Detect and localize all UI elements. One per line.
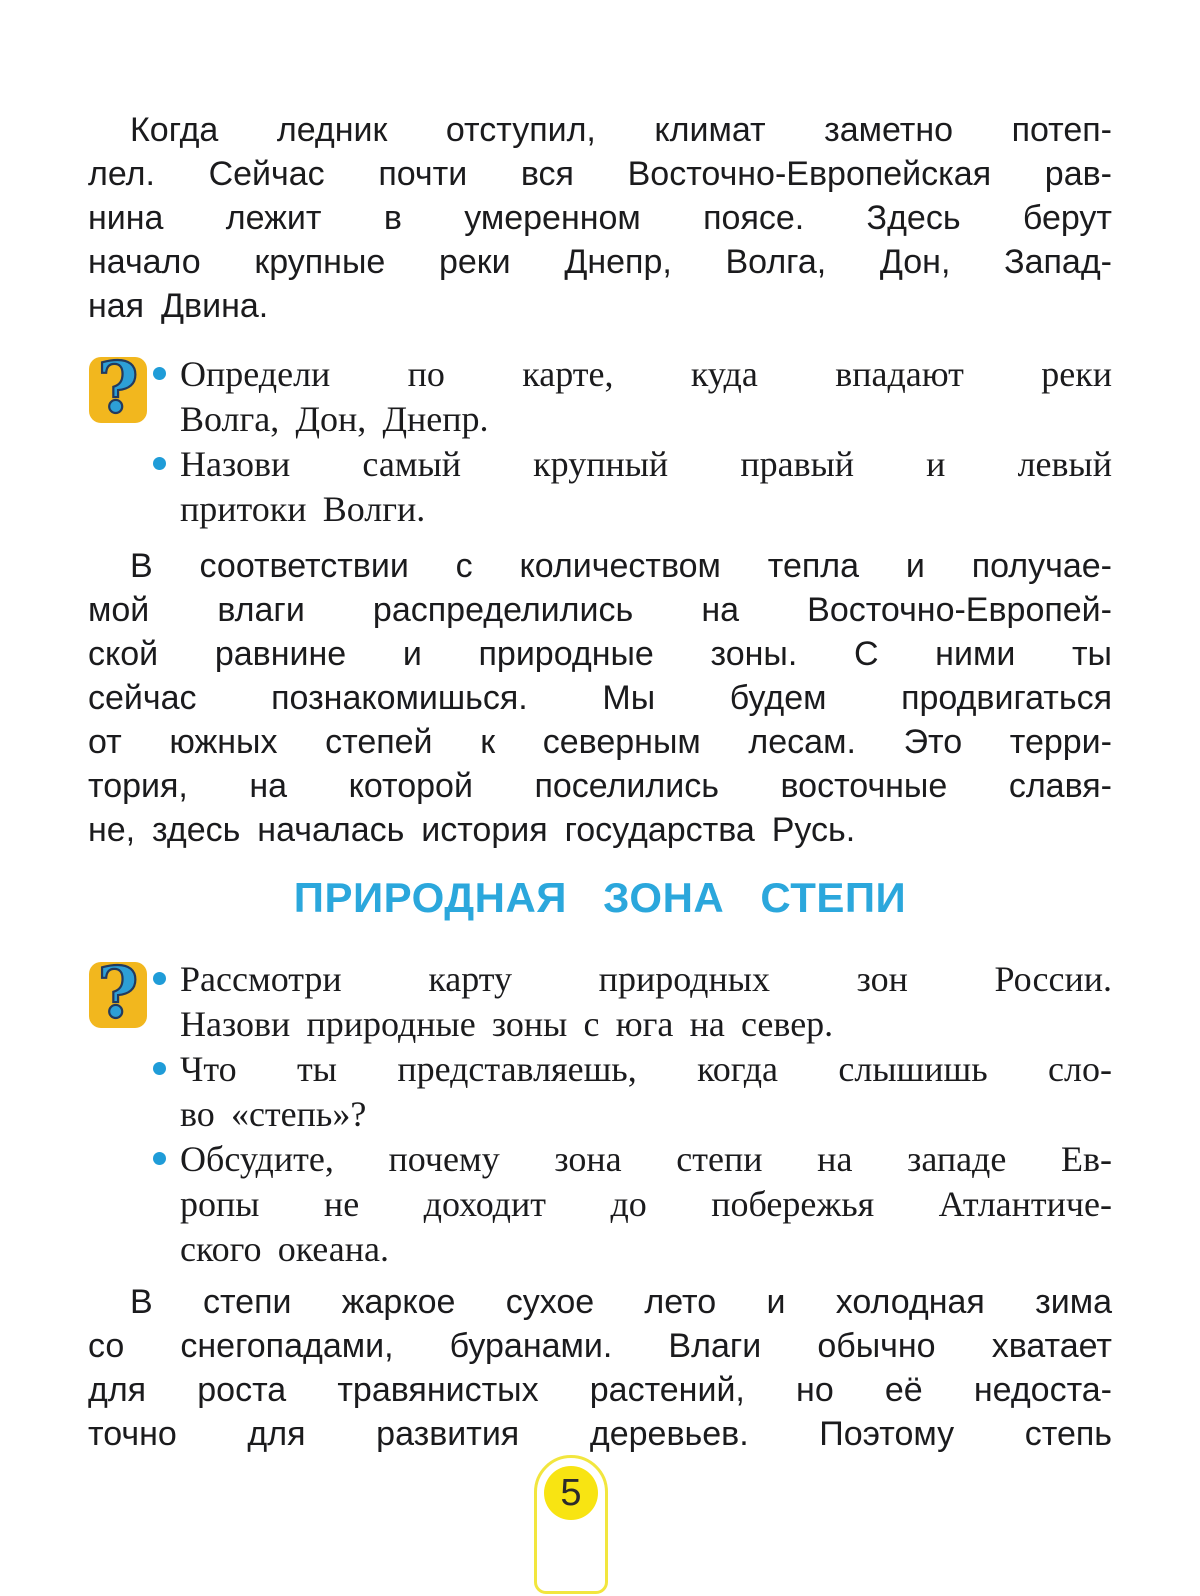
text-line: Определи по карте, куда впадают реки (180, 354, 1112, 394)
question-items (180, 352, 1112, 532)
section-heading: ПРИРОДНАЯ ЗОНА СТЕПИ (293, 874, 907, 921)
text-line: не, здесь началась история государства Русь. (88, 811, 856, 849)
text-line: ная Двина. (88, 287, 269, 325)
text-line: сейчас познакомишься. Мы будем продвигаться (88, 679, 1112, 717)
page-content (88, 108, 1112, 1456)
question-mark-icon (88, 959, 148, 1031)
text-line: нина лежит в умеренном поясе. Здесь берут (88, 199, 1112, 237)
bullet-icon (153, 972, 166, 985)
bullet-icon (153, 1152, 166, 1165)
text-line: от южных степей к северным лесам. Это терри- (88, 723, 1112, 761)
paragraph-glacier (88, 108, 1112, 328)
bullet-icon (153, 367, 166, 380)
paragraph-steppe-climate (88, 1280, 1112, 1456)
text-line: начало крупные реки Днепр, Волга, Дон, Запад- (88, 243, 1112, 281)
question-items (180, 957, 1112, 1272)
text-line: Обсудите, почему зона степи на западе Ев- (180, 1138, 1112, 1179)
text-line: Волга, Дон, Днепр. (180, 399, 489, 439)
text-line: со снегопадами, буранами. Влаги обычно хватает (88, 1326, 1112, 1365)
question-mark-icon (88, 354, 148, 426)
page-number-circle (544, 1466, 598, 1520)
text-line: ского океана. (180, 1228, 389, 1269)
text-line: Назови самый крупный правый и левый (180, 444, 1112, 484)
svg-text:?: ? (97, 354, 139, 426)
text-line: ской равнине и природные зоны. С ними ты (88, 635, 1112, 673)
question-item (180, 957, 1112, 1047)
text-line: ропы не доходит до побережья Атлантиче- (180, 1183, 1112, 1224)
question-item (180, 1047, 1112, 1137)
text-line: Когда ледник отступил, климат заметно потеп- (130, 111, 1112, 149)
text-line: во «степь»? (180, 1093, 367, 1134)
question-block-steppe (88, 957, 1112, 1272)
question-item (180, 352, 1112, 442)
text-line: для роста травянистых растений, но её недоста- (88, 1370, 1112, 1409)
text-line: притоки Волги. (180, 489, 426, 529)
page-number-badge (534, 1455, 608, 1594)
question-item (180, 1137, 1112, 1272)
text-line: мой влаги распределились на Восточно-Европей- (88, 591, 1112, 629)
text-line: В соответствии с количеством тепла и получае- (130, 547, 1112, 585)
bullet-icon (153, 1062, 166, 1075)
text-line: В степи жаркое сухое лето и холодная зима (130, 1282, 1112, 1321)
paragraph-zones (88, 544, 1112, 852)
text-line: Что ты представляешь, когда слышишь сло- (180, 1048, 1112, 1089)
text-line: тория, на которой поселились восточные славя- (88, 767, 1112, 805)
text-line: лел. Сейчас почти вся Восточно-Европейская рав- (88, 155, 1112, 193)
page-number: 5 (560, 1471, 582, 1514)
question-block-rivers (88, 352, 1112, 532)
question-item (180, 442, 1112, 532)
bullet-icon (153, 457, 166, 470)
svg-text:?: ? (97, 958, 139, 1031)
text-line: точно для развития деревьев. Поэтому степь (88, 1414, 1112, 1453)
text-line: Назови природные зоны с юга на север. (180, 1003, 834, 1044)
text-line: Рассмотри карту природных зон России. (180, 958, 1112, 999)
